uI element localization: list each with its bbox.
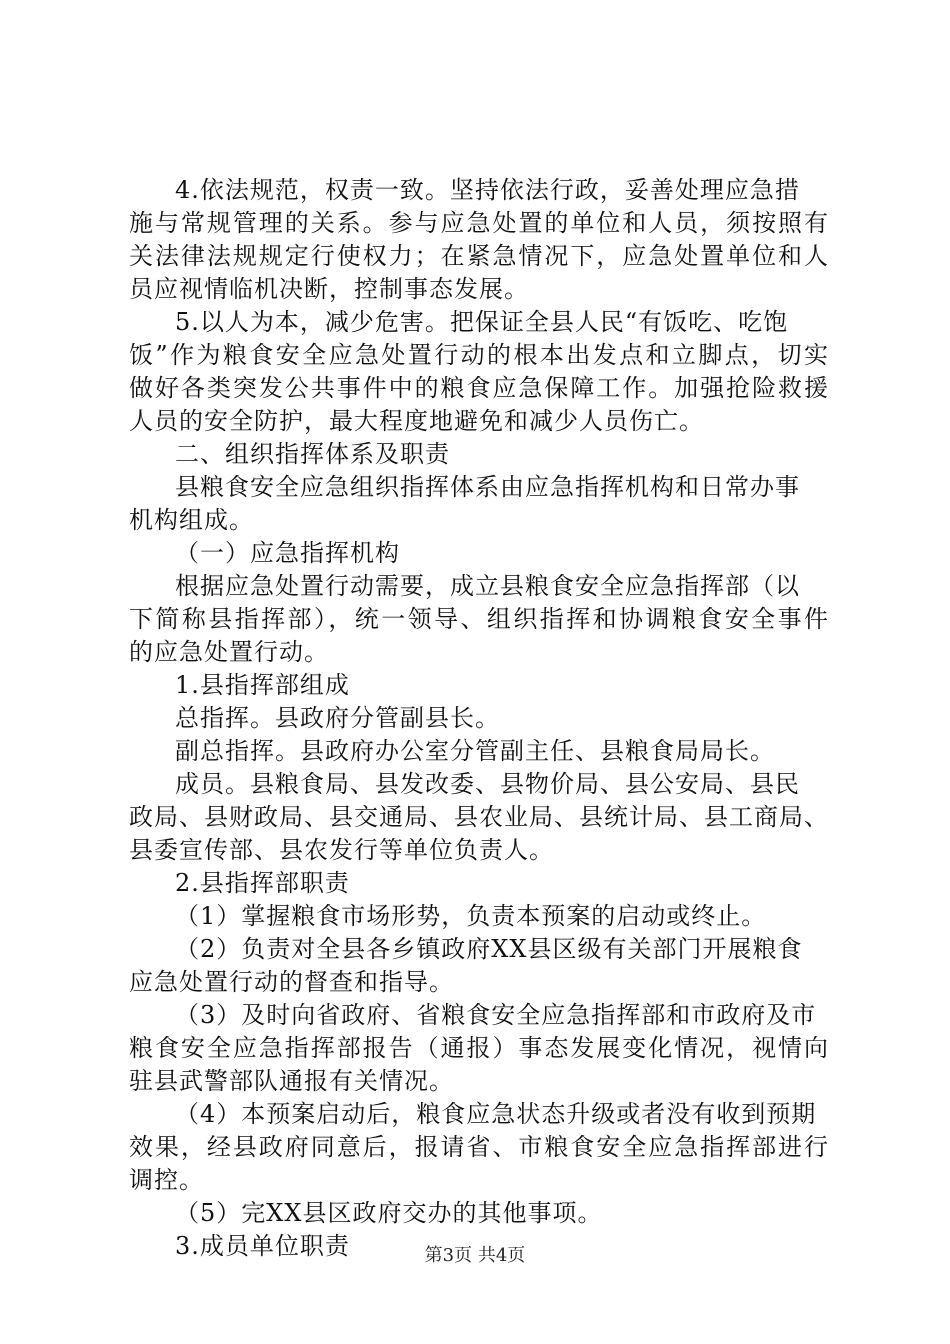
list-item: （4）本预案启动后，粮食应急状态升级或者没有收到预期 bbox=[175, 1100, 817, 1128]
paragraph-line: 成员。县粮食局、县发改委、县物价局、县公安局、县民 bbox=[175, 770, 800, 798]
list-item: （2）负责对全县各乡镇政府XX县区级有关部门开展粮食 bbox=[175, 935, 803, 963]
subsection-heading: 3.成员单位职责 bbox=[175, 1232, 350, 1260]
paragraph-line: 机构组成。 bbox=[129, 506, 254, 534]
paragraph-line: 关法律法规规定行使权力；在紧急情况下，应急处置单位和人 bbox=[129, 242, 829, 270]
list-item: （3）及时向省政府、省粮食安全应急指挥部和市政府及市 bbox=[175, 1001, 817, 1029]
paragraph-line: 5.以人为本，减少危害。把保证全县人民“有饭吃、吃饱 bbox=[175, 308, 789, 336]
paragraph-line: 施与常规管理的关系。参与应急处置的单位和人员，须按照有 bbox=[129, 209, 829, 237]
paragraph-line: 调控。 bbox=[129, 1166, 204, 1194]
paragraph-line: 县委宣传部、县农发行等单位负责人。 bbox=[129, 836, 554, 864]
paragraph-line: 应急处置行动的督查和指导。 bbox=[129, 968, 454, 996]
subsection-heading: 2.县指挥部职责 bbox=[175, 869, 350, 897]
paragraph-line: 效果，经县政府同意后，报请省、市粮食安全应急指挥部进行 bbox=[129, 1133, 829, 1161]
paragraph-line: 驻县武警部队通报有关情况。 bbox=[129, 1067, 454, 1095]
list-item: （5）完XX县区政府交办的其他事项。 bbox=[175, 1199, 603, 1227]
paragraph-line: 副总指挥。县政府办公室分管副主任、县粮食局局长。 bbox=[175, 737, 775, 765]
paragraph-line: 人员的安全防护，最大程度地避免和减少人员伤亡。 bbox=[129, 407, 704, 435]
paragraph-line: 4.依法规范，权责一致。坚持依法行政，妥善处理应急措 bbox=[175, 176, 800, 204]
paragraph-line: 粮食安全应急指挥部报告（通报）事态发展变化情况，视情向 bbox=[129, 1034, 829, 1062]
list-item: （1）掌握粮食市场形势，负责本预案的启动或终止。 bbox=[175, 902, 767, 930]
paragraph-line: 饭”作为粮食安全应急处置行动的根本出发点和立脚点，切实 bbox=[129, 341, 829, 369]
subsection-heading: （一）应急指挥机构 bbox=[175, 539, 400, 567]
page-number-footer: 第3页 共4页 bbox=[424, 1245, 526, 1266]
paragraph-line: 总指挥。县政府分管副县长。 bbox=[175, 704, 500, 732]
paragraph-line: 做好各类突发公共事件中的粮食应急保障工作。加强抢险救援 bbox=[129, 374, 829, 402]
section-heading: 二、组织指挥体系及职责 bbox=[175, 440, 450, 468]
paragraph-line: 员应视情临机决断，控制事态发展。 bbox=[129, 275, 529, 303]
paragraph-line: 根据应急处置行动需要，成立县粮食安全应急指挥部（以 bbox=[175, 572, 800, 600]
document-body bbox=[129, 174, 829, 1263]
paragraph-line: 的应急处置行动。 bbox=[129, 638, 329, 666]
subsection-heading: 1.县指挥部组成 bbox=[175, 671, 350, 699]
paragraph-line: 下简称县指挥部），统一领导、组织指挥和协调粮食安全事件 bbox=[129, 605, 829, 633]
paragraph-line: 县粮食安全应急组织指挥体系由应急指挥机构和日常办事 bbox=[175, 473, 800, 501]
paragraph-line: 政局、县财政局、县交通局、县农业局、县统计局、县工商局、 bbox=[129, 803, 829, 831]
